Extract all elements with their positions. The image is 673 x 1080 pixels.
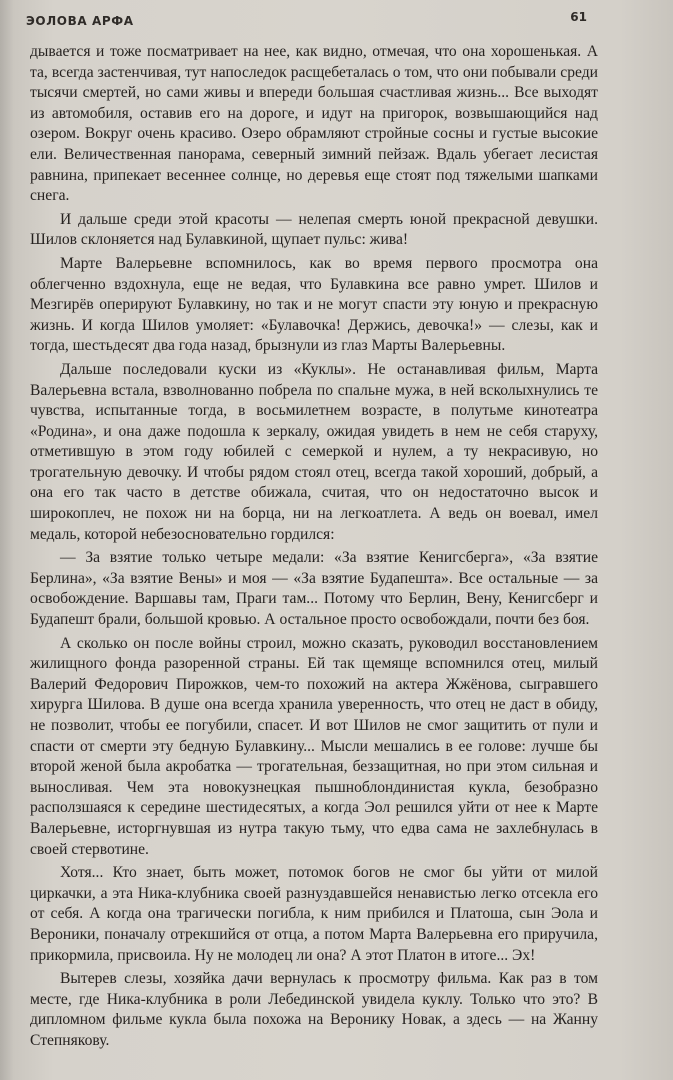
paragraph: И дальше среди этой красоты — нелепая смерть юной прекрасной девушки. Шилов склоняется над Булавкиной, щупает пульс: жива! [30,210,598,249]
paragraph: Марте Валерьевне вспомнилось, как во время первого просмотра она облегченно вздохнула, еще не ведая, что Булавкина все равно умрет. Шилов и Мезгирёв оперируют Булавкину, но так и не могут спасти эту юную и прекрасную жизнь. И когда Шилов умоляет: «Булавочка! Держись, девочка!» — слезы, как и тогда, шестьдесят два года назад, брызнули из глаз Марты Валерьевны. [30,254,598,355]
paragraph: дывается и тоже посматривает на нее, как видно, отмечая, что она хорошенькая. А та, всегда застенчивая, тут напоследок расщебеталась о том, что они побывали среди тысячи смертей, но сами живы и впереди большая счастливая жизнь... Все выходят из автомобиля, оставив его на дороге, и идут на пригорок, возвышающийся над озером. Вокруг очень красиво. Озеро обрамляют стройные сосны и густые высокие ели. Величественная панорама, северный зимний пейзаж. Вдаль убегает лесистая равнина, припекает весеннее солнце, но деревья еще стоят под тяжелыми шапками снега. [30,43,598,205]
page-number: 61 [570,10,587,24]
body-text [30,42,598,1055]
paragraph: А сколько он после войны строил, можно сказать, руководил восстановлением жилищного фонда разоренной страны. Ей так щемяще вспомнился отец, милый Валерий Федорович Пирожков, чем-то похожий на актера Жжёнова, сыгравшего хирурга Шилова. В душе она всегда хранила уверенность, что отец не даст в обиду, не позволит, чтобы ее погубили, спасет. И вот Шилов не смог защитить от пули и спасти от смерти эту бедную Булавкину... Мысли мешались в ее голове: лучше бы второй женой была акробатка — трогательная, беззащитная, но при этом сильная и выносливая. Чем эта новокузнецкая пышноблондинистая кукла, безобразно расползшаяся к середине шестидесятых, а когда Эол решился уйти от нее к Марте Валерьевне, исторгнувшая из нутра такую тьму, что едва сама не захлебнулась в своей стервотине. [30,634,598,858]
paragraph: — За взятие только четыре медали: «За взятие Кенигсберга», «За взятие Берлина», «За взятие Вены» и моя — «За взятие Будапешта». Все остальные — за освобождение. Варшавы там, Праги там... Потому что Берлин, Вену, Кенигсберг и Будапешт брали, большой кровью. А остальное просто освобождали, почти без боя. [30,549,598,629]
running-head: ЭОЛОВА АРФА [26,14,134,28]
paragraph: Вытерев слезы, хозяйка дачи вернулась к просмотру фильма. Как раз в том месте, где Ника-клубника в роли Лебединской увидела куклу. Только что это? В дипломном фильме кукла была похожа на Веронику Новак, а здесь — на Жанну Степнякову. [30,970,598,1049]
paragraph: Хотя... Кто знает, быть может, потомок богов не смог бы уйти от милой циркачки, а эта Ника-клубника своей разнуздавшейся ненавистью легко отсекла его от себя. А когда она трагически погибла, к ним прибился и Платоша, сын Эола и Вероники, поначалу отрекшийся от отца, а потом Марта Валерьевна его приручила, прикормила, присвоила. Ну не молодец ли она? А этот Платон в итоге... Эх! [30,864,598,964]
paragraph: Дальше последовали куски из «Куклы». Не останавливая фильм, Марта Валерьевна встала, взволнованно побрела по спальне мужа, в ней всколыхнулись те чувства, испытанные тогда, в восьмилетнем возрасте, в полутьме кинотеатра «Родина», и она даже подошла к зеркалу, ожидая увидеть в нем не себя старуху, отметившую в этом году юбилей с семеркой и нулем, а ту некрасивую, но трогательную девочку. И чтобы рядом стоял отец, всегда такой хороший, добрый, а она его так часто в детстве обижала, считая, что он недостаточно высок и широкоплеч, не похож ни на борца, ни на легкоатлета. А ведь он воевал, имел медаль, которой небезосновательно гордился: [30,360,598,543]
